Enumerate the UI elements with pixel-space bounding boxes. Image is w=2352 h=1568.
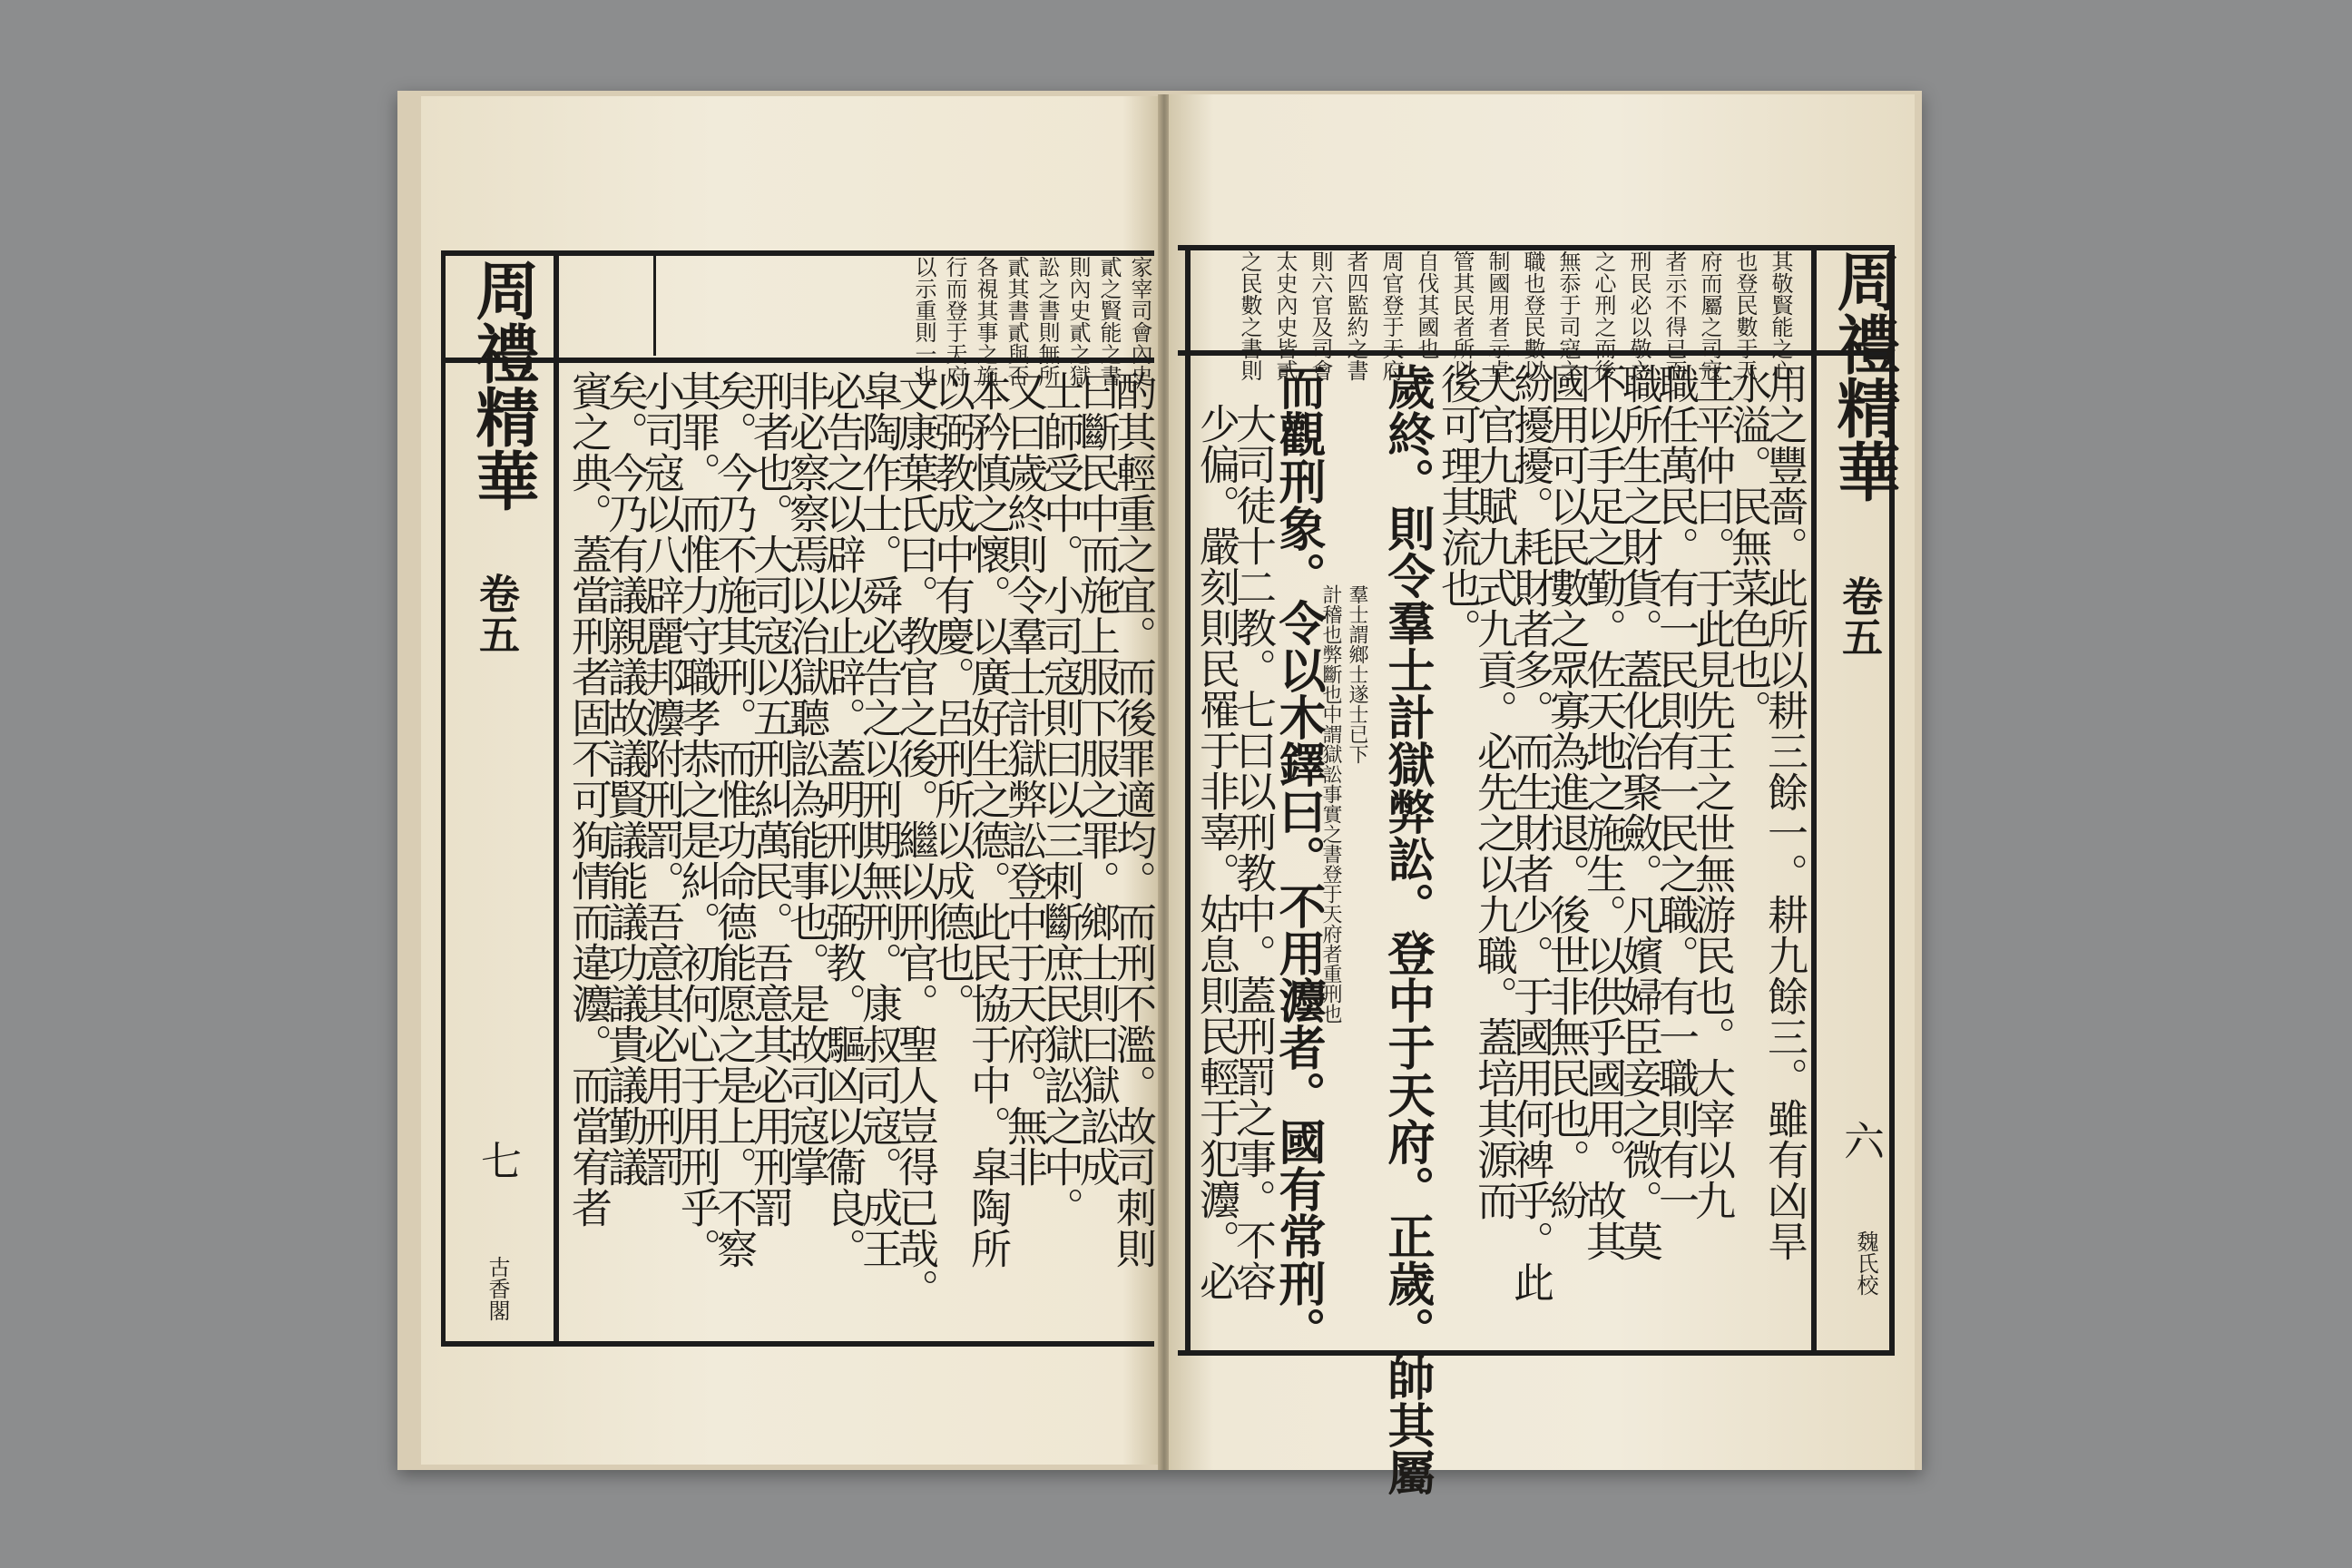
right-folio-number: 六 <box>1837 1120 1885 1161</box>
right-editor: 魏氏校 <box>1853 1230 1878 1296</box>
right-annotation-col: 也登民數于天 <box>1732 250 1758 381</box>
left-annotation-col: 則內史貳之獄 <box>1065 256 1091 387</box>
right-text-col: 水溢。民無菜色也。 <box>1724 363 1772 730</box>
right-book-title: 周禮精華 <box>1827 249 1902 503</box>
left-text-col: 文康葉氏曰。教官之後。繼以刑官。聖人豈得已哉。 <box>891 370 939 1309</box>
left-volume-label: 卷五 <box>472 573 520 654</box>
left-text-col: 以弼教成中有慶。呂刑所以成德也。 <box>927 370 975 1024</box>
left-text-col: 其罪。而惟力守職孝恭之是糾。初何心于用刑乎。 <box>673 370 721 1269</box>
right-text-col: 職任萬民。有一民則有一民之職。有一職則有一 <box>1651 363 1700 1220</box>
right-main-text-col: 而觀刑象。令以木鐸曰。不用灋者。國有常刑。 <box>1270 363 1326 1354</box>
left-text-col: 皐陶作士。舜必告之以刑期無刑。康叔司寇。成王 <box>855 370 903 1269</box>
right-volume-label: 卷五 <box>1835 575 1883 657</box>
right-annotation-col: 之民數之書則 <box>1237 250 1262 381</box>
right-annotation-col: 職也登民數以 <box>1520 250 1545 381</box>
right-inner-rule <box>1185 245 1191 1356</box>
right-main-text-col: 歲終。則令羣士計獄弊訟。登中于天府。正歲。帥其屬 <box>1379 363 1435 1495</box>
right-annotation-col: 無忝于司寇之 <box>1555 250 1581 381</box>
left-text-col: 本矜慎之懷。以廣好生之德。此民協于中。皐陶所 <box>964 370 1012 1269</box>
right-gloss-col: 計稽也弊斷也中謂獄訟事實之書登于天府者重刑也 <box>1319 584 1342 1024</box>
left-text-col: 刑者也。大司寇以五刑糾萬民。吾意其必用刑罰 <box>746 370 794 1228</box>
left-text-col: 士師受中。小司寇則曰以三刺斷庶民獄訟之中。 <box>1036 370 1084 1228</box>
right-gloss-col: 羣士謂鄉士遂士已下 <box>1346 584 1368 764</box>
right-annotation-col: 者示不得已而 <box>1661 250 1687 381</box>
left-annotation-col: 以示重則一也 <box>911 256 936 387</box>
right-text-col: 不以手足之勤。佐天地之施生。以供乎國用。故其 <box>1579 363 1627 1261</box>
right-text-col: 大司徒十二教。七曰以刑教中。蓋刑罰之事。不容 <box>1229 403 1277 1301</box>
right-text-col: 紛擾擾。耗財者多。而生財者少。于國用何裨乎。此 <box>1506 363 1554 1302</box>
right-text-col: 後可理其流也。 <box>1434 363 1482 649</box>
left-annotation-col: 家宰司會內史 <box>1127 256 1152 387</box>
left-publisher: 古香閣 <box>485 1256 510 1321</box>
left-text-col: 非必察察焉以治獄聽訟為能事也。是故司寇掌 <box>782 370 830 1187</box>
left-text-col: 矣。今乃有議親議故議賢議能議功議貴議勤議 <box>601 370 649 1187</box>
right-spine-rule <box>1811 245 1817 1356</box>
right-annotation-col: 之心刑之而後 <box>1591 250 1616 381</box>
right-annotation-col: 則六官及司會 <box>1308 250 1333 381</box>
right-annotation-col: 者四監約之書 <box>1343 250 1368 381</box>
right-text-col: 王平仲曰。于此見先王之世無游民也。大宰以九 <box>1688 363 1736 1220</box>
right-text-col: 天官九賦九式九貢。必先之以九職。蓋培其源而 <box>1470 363 1518 1220</box>
left-page <box>421 96 1160 1465</box>
left-annotation-col: 貳之賢能之書 <box>1096 256 1122 387</box>
left-text-col: 賓之典。蓋當刑者固不可狥情而違灋。而當宥者 <box>564 370 612 1228</box>
left-text-col: 酌其輕重之宜。而後罪適均。而刑不濫。故司刺則 <box>1109 370 1157 1269</box>
right-annotation-col: 其敬賢能之心 <box>1768 250 1793 381</box>
left-spine-rule <box>554 250 559 1347</box>
right-annotation-col: 刑民必以敬之 <box>1626 250 1651 381</box>
left-annotation-col: 訟之書則無所 <box>1034 256 1060 387</box>
left-text-col: 小司寇以八辟麗邦灋附刑罰。吾意其必用刑罰 <box>637 370 685 1187</box>
right-page <box>1169 94 1915 1495</box>
right-text-col: 用之豐嗇。此所以耕三餘一。耕九餘三。雖有凶旱 <box>1760 363 1808 1261</box>
right-text-col: 少偏。嚴刻則民罹于非辜。姑息則民輕于犯灋。必 <box>1192 403 1240 1301</box>
left-book-title: 周禮精華 <box>466 258 541 512</box>
right-annotation-col: 府而屬之司寇 <box>1697 250 1722 381</box>
left-annotation-col: 行而登于天府 <box>942 256 967 387</box>
left-text-col: 又曰歲終則令羣士計獄弊訟登中于天府。無非 <box>1000 370 1048 1187</box>
right-annotation-col: 周官登于天府 <box>1378 250 1404 381</box>
right-text-col: 國用可以民數之眾寡為進退。後世非無民也。紛 <box>1543 363 1591 1220</box>
right-annotation-col: 制國用者示卓 <box>1485 250 1510 381</box>
right-annotation-col: 管其民者所以 <box>1449 250 1475 381</box>
right-annotation-col: 太史內史皆貳 <box>1272 250 1298 381</box>
left-annotation-col: 各視其事之施 <box>973 256 998 387</box>
left-text-col: 必告之以辟以止辟。蓋明刑以弼教。驅凶以衞良。 <box>818 370 867 1269</box>
left-annotation-col: 貳其書貳與否 <box>1004 256 1029 387</box>
left-text-col: 矣。今乃不施其刑。而惟功命德能愿之是上。不察 <box>710 370 758 1269</box>
right-text-col: 職所生之財貨。蓋化治聚斂。凡嬪婦臣妾之微。莫 <box>1615 363 1663 1261</box>
left-text-col: 曰斷民中而施上服下服之罪。鄉士則曰獄訟成 <box>1073 370 1121 1187</box>
right-annotation-col: 自伐其國也 <box>1414 250 1439 359</box>
left-blank-divider <box>653 256 656 356</box>
left-folio-number: 七 <box>474 1140 522 1181</box>
